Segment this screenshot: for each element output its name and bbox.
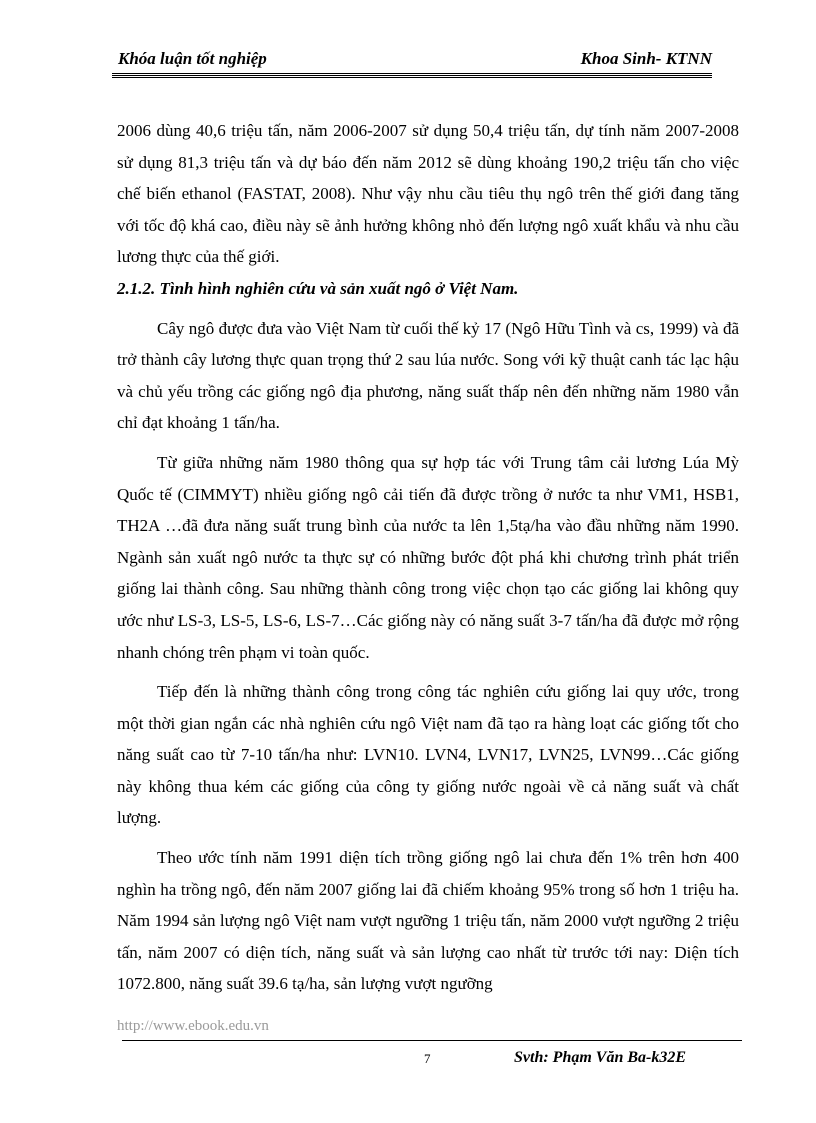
footer-author: Svth: Phạm Văn Ba-k32E — [514, 1049, 687, 1066]
paragraph-history: Cây ngô được đưa vào Việt Nam từ cuối thế kỷ 17 (Ngô Hữu Tình và cs, 1999) và đã trở thành cây lương thực quan trọng thứ 2 sau lúa nước. Song với kỹ thuật canh tác lạc hậu và chủ yếu trồng các giống ngô địa phương, năng suất thấp nên đến những năm 1980 vẫn chỉ đạt khoảng 1 tấn/ha. — [117, 318, 739, 433]
paragraph-conventional-hybrids: Tiếp đến là những thành công trong công tác nghiên cứu giống lai quy ước, trong một thời gian ngắn các nhà nghiên cứu ngô Việt nam đã tạo ra hàng loạt các giống tốt cho năng suất cao từ 7-10 tấn/ha như: LVN10. LVN4, LVN17, LVN25, LVN99…Các giống này không thua kém các giống của công ty giống nước ngoài về cả năng suất và chất lượng. — [117, 682, 739, 828]
page-body — [117, 115, 739, 1000]
paragraph-statistics: Theo ước tính năm 1991 diện tích trồng giống ngô lai chưa đến 1% trên hơn 400 nghìn ha trồng ngô, đến năm 2007 giống lai đã chiếm khoảng 95% trong số hơn 1 triệu ha. Năm 1994 sản lượng ngô Việt nam vượt ngưỡng 1 triệu tấn, năm 2000 vượt ngưỡng 2 triệu tấn, năm 2007 có diện tích, năng suất và sản lượng cao nhất từ trước tới nay: Diện tích 1072.800, năng suất 39.6 tạ/ha, sản lượng vượt ngưỡng — [117, 848, 739, 994]
paragraph-improved-varieties: Từ giữa những năm 1980 thông qua sự hợp tác với Trung tâm cải lương Lúa Mỳ Quốc tế (CIMMYT) nhiều giống ngô cải tiến đã được trồng ở nước ta như VM1, HSB1, TH2A …đã đưa năng suất trung bình của nước ta lên 1,5tạ/ha vào đầu những năm 1990. Ngành sản xuất ngô nước ta thực sự có những bước đột phá khi chương trình phát triển giống lai thành công. Sau những thành công trong việc chọn tạo các giống lai không quy ước như LS-3, LS-5, LS-6, LS-7…Các giống này có năng suất 3-7 tấn/ha đã được mở rộng nhanh chóng trên phạm vi toàn quốc. — [117, 452, 739, 662]
header-thesis-title: Khóa luận tốt nghiệp — [118, 49, 267, 68]
paragraph-continued: 2006 dùng 40,6 triệu tấn, năm 2006-2007 sử dụng 50,4 triệu tấn, dự tính năm 2007-2008 sử dụng 81,3 triệu tấn và dự báo đến năm 2012 sẽ dùng khoảng 190,2 triệu tấn cho việc chế biến ethanol (FASTAT, 2008). Như vậy nhu cầu tiêu thụ ngô trên thế giới đang tăng với tốc độ khá cao, điều này sẽ ảnh hưởng không nhỏ đến lượng ngô xuất khẩu và nhu cầu lương thực của thế giới. — [117, 121, 739, 267]
section-heading: 2.1.2. Tình hình nghiên cứu và sản xuất ngô ở Việt Nam. — [117, 278, 519, 298]
page-header — [112, 48, 712, 72]
page-number: 7 — [424, 1051, 431, 1066]
footer-rule — [122, 1040, 742, 1041]
header-department: Khoa Sinh- KTNN — [580, 49, 712, 68]
header-rule — [112, 73, 712, 78]
footer-url: http://www.ebook.edu.vn — [117, 1018, 269, 1034]
